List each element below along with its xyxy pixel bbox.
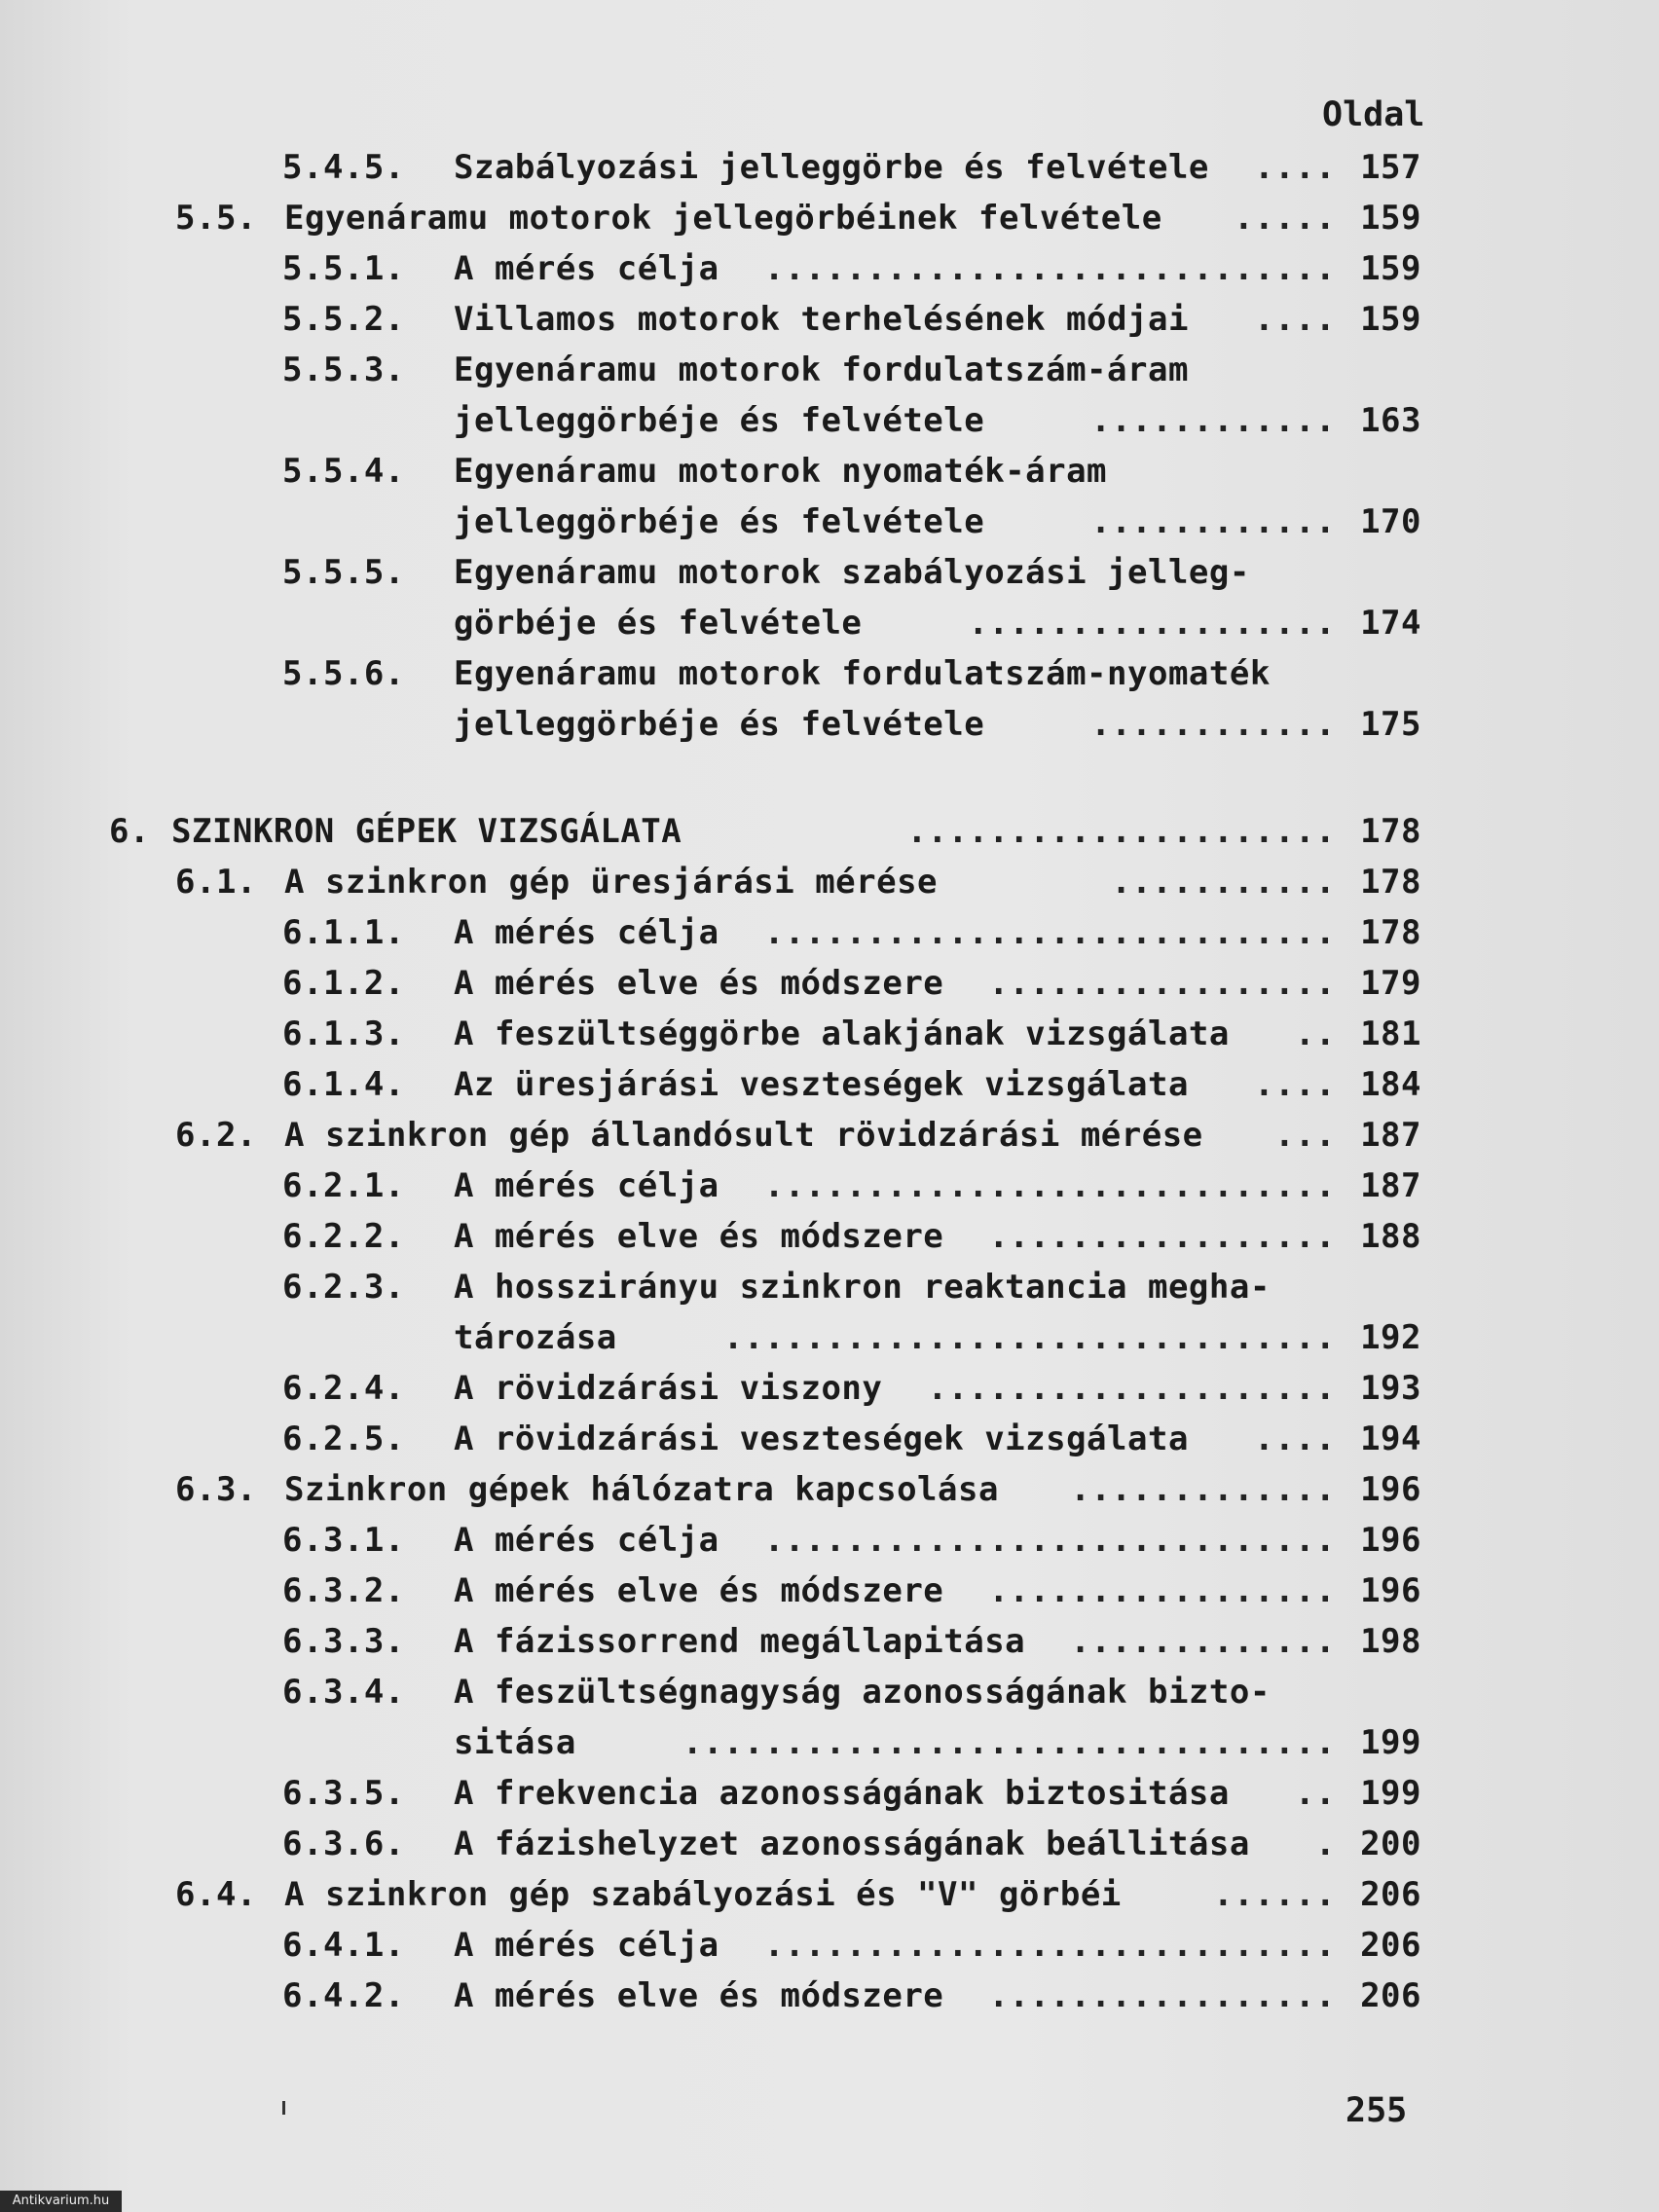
- toc-entry-number: 6.2.: [175, 1116, 257, 1155]
- toc-entry-title: A hosszirányu szinkron reaktancia megha-: [454, 1268, 1271, 1307]
- toc-entry-number: 6.3.1.: [282, 1521, 405, 1560]
- toc-entry-title: A mérés elve és módszere: [454, 1217, 944, 1256]
- toc-leader-dots: ............................: [763, 1166, 1336, 1205]
- toc-entry-title: A feszültséggörbe alakjának vizsgálata: [454, 1014, 1230, 1053]
- toc-leader-dots: ....................: [927, 1369, 1336, 1408]
- toc-entry: [0, 1618, 1460, 1665]
- toc-entry: [0, 498, 1460, 545]
- toc-entry-title: A rövidzárási veszteségek vizsgálata: [454, 1419, 1189, 1458]
- toc-entry-page: 163: [1360, 401, 1421, 440]
- toc-entry: [0, 1567, 1460, 1614]
- toc-entry: [0, 1061, 1460, 1108]
- toc-entry: [0, 701, 1460, 748]
- toc-leader-dots: ................................: [682, 1723, 1336, 1762]
- toc-leader-dots: .: [1315, 1825, 1336, 1863]
- toc-entry: [0, 1365, 1460, 1412]
- toc-leader-dots: .............: [1070, 1622, 1336, 1661]
- toc-entry: [0, 1112, 1460, 1159]
- toc-entry-page: 193: [1360, 1369, 1421, 1408]
- toc-entry-number: 6.1.4.: [282, 1065, 405, 1104]
- toc-entry: [0, 1770, 1460, 1817]
- toc-entry-number: 5.5.6.: [282, 654, 405, 693]
- toc-leader-dots: .................: [988, 1217, 1336, 1256]
- toc-entry-number: 6.: [109, 812, 150, 851]
- page-column-header: Oldal: [1322, 95, 1425, 134]
- page-number: 255: [1346, 2091, 1408, 2130]
- toc-entry-number: 6.4.: [175, 1875, 257, 1914]
- toc-entry-page: 157: [1360, 148, 1421, 187]
- toc-entry-page: 200: [1360, 1825, 1421, 1863]
- toc-leader-dots: .....................: [906, 812, 1336, 851]
- toc-entry-page: 192: [1360, 1318, 1421, 1357]
- toc-entry-number: 5.5.2.: [282, 300, 405, 339]
- toc-entry-title: jelleggörbéje és felvétele: [454, 502, 985, 541]
- toc-entry-page: 198: [1360, 1622, 1421, 1661]
- toc-entry-page: 159: [1360, 300, 1421, 339]
- toc-entry-title: A feszültségnagyság azonosságának bizto-: [454, 1673, 1271, 1712]
- toc-entry: [0, 448, 1460, 495]
- toc-entry-title: A mérés célja: [454, 913, 719, 952]
- toc-entry-title: A rövidzárási viszony: [454, 1369, 883, 1408]
- toc-entry: [0, 808, 1460, 855]
- toc-entry-page: 196: [1360, 1571, 1421, 1610]
- toc-leader-dots: ............................: [763, 1521, 1336, 1560]
- toc-entry-title: Szinkron gépek hálózatra kapcsolása: [284, 1470, 999, 1509]
- toc-entry-title: A frekvencia azonosságának biztositása: [454, 1774, 1230, 1813]
- toc-leader-dots: ..: [1295, 1014, 1336, 1053]
- toc-entry-page: 179: [1360, 964, 1421, 1003]
- toc-entry-title: A fázishelyzet azonosságának beállitása: [454, 1825, 1250, 1863]
- toc-entry-number: 6.3.3.: [282, 1622, 405, 1661]
- toc-entry-title: A mérés célja: [454, 1166, 719, 1205]
- toc-entry: [0, 1719, 1460, 1766]
- toc-entry: [0, 1517, 1460, 1564]
- toc-entry-number: 6.1.3.: [282, 1014, 405, 1053]
- toc-entry-title: A mérés célja: [454, 249, 719, 288]
- toc-entry-title: A szinkron gép szabályozási és "V" görbéi: [284, 1875, 1122, 1914]
- toc-entry-number: 6.3.4.: [282, 1673, 405, 1712]
- toc-entry-title: sitása: [454, 1723, 576, 1762]
- toc-entry-page: 159: [1360, 199, 1421, 238]
- toc-entry-page: 206: [1360, 1926, 1421, 1965]
- toc-entry-number: 6.1.2.: [282, 964, 405, 1003]
- toc-entry-page: 194: [1360, 1419, 1421, 1458]
- toc-entry: [0, 347, 1460, 393]
- toc-entry-number: 5.4.5.: [282, 148, 405, 187]
- toc-entry: [0, 245, 1460, 292]
- toc-entry: [0, 650, 1460, 697]
- toc-leader-dots: ....: [1254, 1065, 1336, 1104]
- toc-leader-dots: ............................: [763, 1926, 1336, 1965]
- toc-entry-title: Egyenáramu motorok jellegörbéinek felvétele: [284, 199, 1162, 238]
- toc-leader-dots: ............................: [763, 913, 1336, 952]
- toc-entry-number: 6.2.1.: [282, 1166, 405, 1205]
- toc-leader-dots: ...: [1274, 1116, 1336, 1155]
- toc-leader-dots: ..: [1295, 1774, 1336, 1813]
- toc-entry-number: 5.5.1.: [282, 249, 405, 288]
- toc-leader-dots: .............: [1070, 1470, 1336, 1509]
- toc-entry: [0, 859, 1460, 905]
- toc-leader-dots: ............: [1090, 401, 1336, 440]
- watermark: Antikvarium.hu: [0, 2191, 122, 2212]
- toc-entry-page: 187: [1360, 1166, 1421, 1205]
- toc-entry: [0, 549, 1460, 596]
- toc-leader-dots: .................: [988, 1976, 1336, 2015]
- toc-entry-page: 187: [1360, 1116, 1421, 1155]
- toc-entry-title: Egyenáramu motorok szabályozási jelleg-: [454, 553, 1250, 592]
- toc-entry: [0, 1314, 1460, 1361]
- toc-entry-number: 5.5.: [175, 199, 257, 238]
- toc-entry-page: 196: [1360, 1470, 1421, 1509]
- toc-entry-title: Villamos motorok terhelésének módjai: [454, 300, 1189, 339]
- toc-leader-dots: .................: [988, 1571, 1336, 1610]
- toc-entry: [0, 1922, 1460, 1969]
- toc-entry-title: Egyenáramu motorok fordulatszám-nyomaték: [454, 654, 1271, 693]
- toc-entry-page: 159: [1360, 249, 1421, 288]
- toc-entry-title: Egyenáramu motorok nyomaték-áram: [454, 452, 1108, 491]
- toc-entry-number: 6.2.3.: [282, 1268, 405, 1307]
- toc-leader-dots: ....: [1254, 1419, 1336, 1458]
- toc-entry-page: 206: [1360, 1976, 1421, 2015]
- toc-entry-title: A fázissorrend megállapitása: [454, 1622, 1026, 1661]
- toc-entry-number: 6.4.2.: [282, 1976, 405, 2015]
- toc-entry: [0, 397, 1460, 444]
- toc-leader-dots: ............................: [763, 249, 1336, 288]
- toc-entry-page: 178: [1360, 812, 1421, 851]
- toc-entry: [0, 1162, 1460, 1209]
- toc-entry-page: 170: [1360, 502, 1421, 541]
- toc-entry-title: Az üresjárási veszteségek vizsgálata: [454, 1065, 1189, 1104]
- toc-entry-page: 199: [1360, 1723, 1421, 1762]
- toc-leader-dots: ............: [1090, 705, 1336, 744]
- toc-leader-dots: ............: [1090, 502, 1336, 541]
- toc-entry-number: 5.5.4.: [282, 452, 405, 491]
- toc-entry: [0, 1871, 1460, 1918]
- toc-entry-title: A szinkron gép üresjárási mérése: [284, 863, 939, 902]
- toc-entry-page: 181: [1360, 1014, 1421, 1053]
- toc-entry: [0, 1466, 1460, 1513]
- toc-entry: [0, 600, 1460, 646]
- toc-leader-dots: ..................: [968, 604, 1336, 643]
- toc-leader-dots: ...........: [1111, 863, 1336, 902]
- toc-entry-page: 184: [1360, 1065, 1421, 1104]
- toc-entry-page: 199: [1360, 1774, 1421, 1813]
- toc-leader-dots: .................: [988, 964, 1336, 1003]
- toc-entry-number: 6.1.: [175, 863, 257, 902]
- toc-entry-title: A mérés elve és módszere: [454, 1571, 944, 1610]
- toc-entry: [0, 296, 1460, 343]
- toc-leader-dots: ....: [1254, 148, 1336, 187]
- toc-entry-page: 188: [1360, 1217, 1421, 1256]
- toc-entry-title: görbéje és felvétele: [454, 604, 863, 643]
- toc-entry-number: 6.2.2.: [282, 1217, 405, 1256]
- margin-mark: [282, 2101, 285, 2115]
- toc-entry-page: 206: [1360, 1875, 1421, 1914]
- toc-entry: [0, 1972, 1460, 2019]
- toc-entry-title: A szinkron gép állandósult rövidzárási mérése: [284, 1116, 1203, 1155]
- toc-entry-number: 5.5.3.: [282, 350, 405, 389]
- toc-entry: [0, 1264, 1460, 1310]
- toc-entry-number: 5.5.5.: [282, 553, 405, 592]
- toc-entry: [0, 1011, 1460, 1057]
- toc-entry-number: 6.3.2.: [282, 1571, 405, 1610]
- toc-entry: [0, 1821, 1460, 1867]
- toc-entry-title: A mérés elve és módszere: [454, 1976, 944, 2015]
- toc-leader-dots: ......: [1213, 1875, 1336, 1914]
- toc-entry-number: 6.3.6.: [282, 1825, 405, 1863]
- toc-entry-title: A mérés elve és módszere: [454, 964, 944, 1003]
- toc-entry-title: A mérés célja: [454, 1521, 719, 1560]
- toc-entry-number: 6.2.4.: [282, 1369, 405, 1408]
- toc-entry-number: 6.3.: [175, 1470, 257, 1509]
- toc-leader-dots: ....: [1254, 300, 1336, 339]
- toc-entry: [0, 909, 1460, 956]
- toc-entry-number: 6.3.5.: [282, 1774, 405, 1813]
- toc-entry-title: A mérés célja: [454, 1926, 719, 1965]
- toc-entry-page: 178: [1360, 863, 1421, 902]
- toc-entry-page: 174: [1360, 604, 1421, 643]
- toc-entry-title: SZINKRON GÉPEK VIZSGÁLATA: [171, 812, 682, 851]
- toc-entry: [0, 1213, 1460, 1260]
- toc-entry-title: tározása: [454, 1318, 617, 1357]
- toc-entry-title: Egyenáramu motorok fordulatszám-áram: [454, 350, 1189, 389]
- toc-entry: [0, 960, 1460, 1007]
- toc-entry: [0, 1416, 1460, 1462]
- toc-entry-page: 196: [1360, 1521, 1421, 1560]
- toc-entry: [0, 1669, 1460, 1715]
- toc-entry-title: jelleggörbéje és felvétele: [454, 401, 985, 440]
- toc-leader-dots: ..............................: [722, 1318, 1336, 1357]
- toc-entry-page: 175: [1360, 705, 1421, 744]
- toc-entry-title: jelleggörbéje és felvétele: [454, 705, 985, 744]
- toc-leader-dots: .....: [1234, 199, 1336, 238]
- toc-entry: [0, 144, 1460, 191]
- toc-entry-title: Szabályozási jelleggörbe és felvétele: [454, 148, 1209, 187]
- toc-entry-number: 6.1.1.: [282, 913, 405, 952]
- toc-entry-number: 6.2.5.: [282, 1419, 405, 1458]
- toc-entry-number: 6.4.1.: [282, 1926, 405, 1965]
- toc-entry: [0, 195, 1460, 241]
- toc-entry-page: 178: [1360, 913, 1421, 952]
